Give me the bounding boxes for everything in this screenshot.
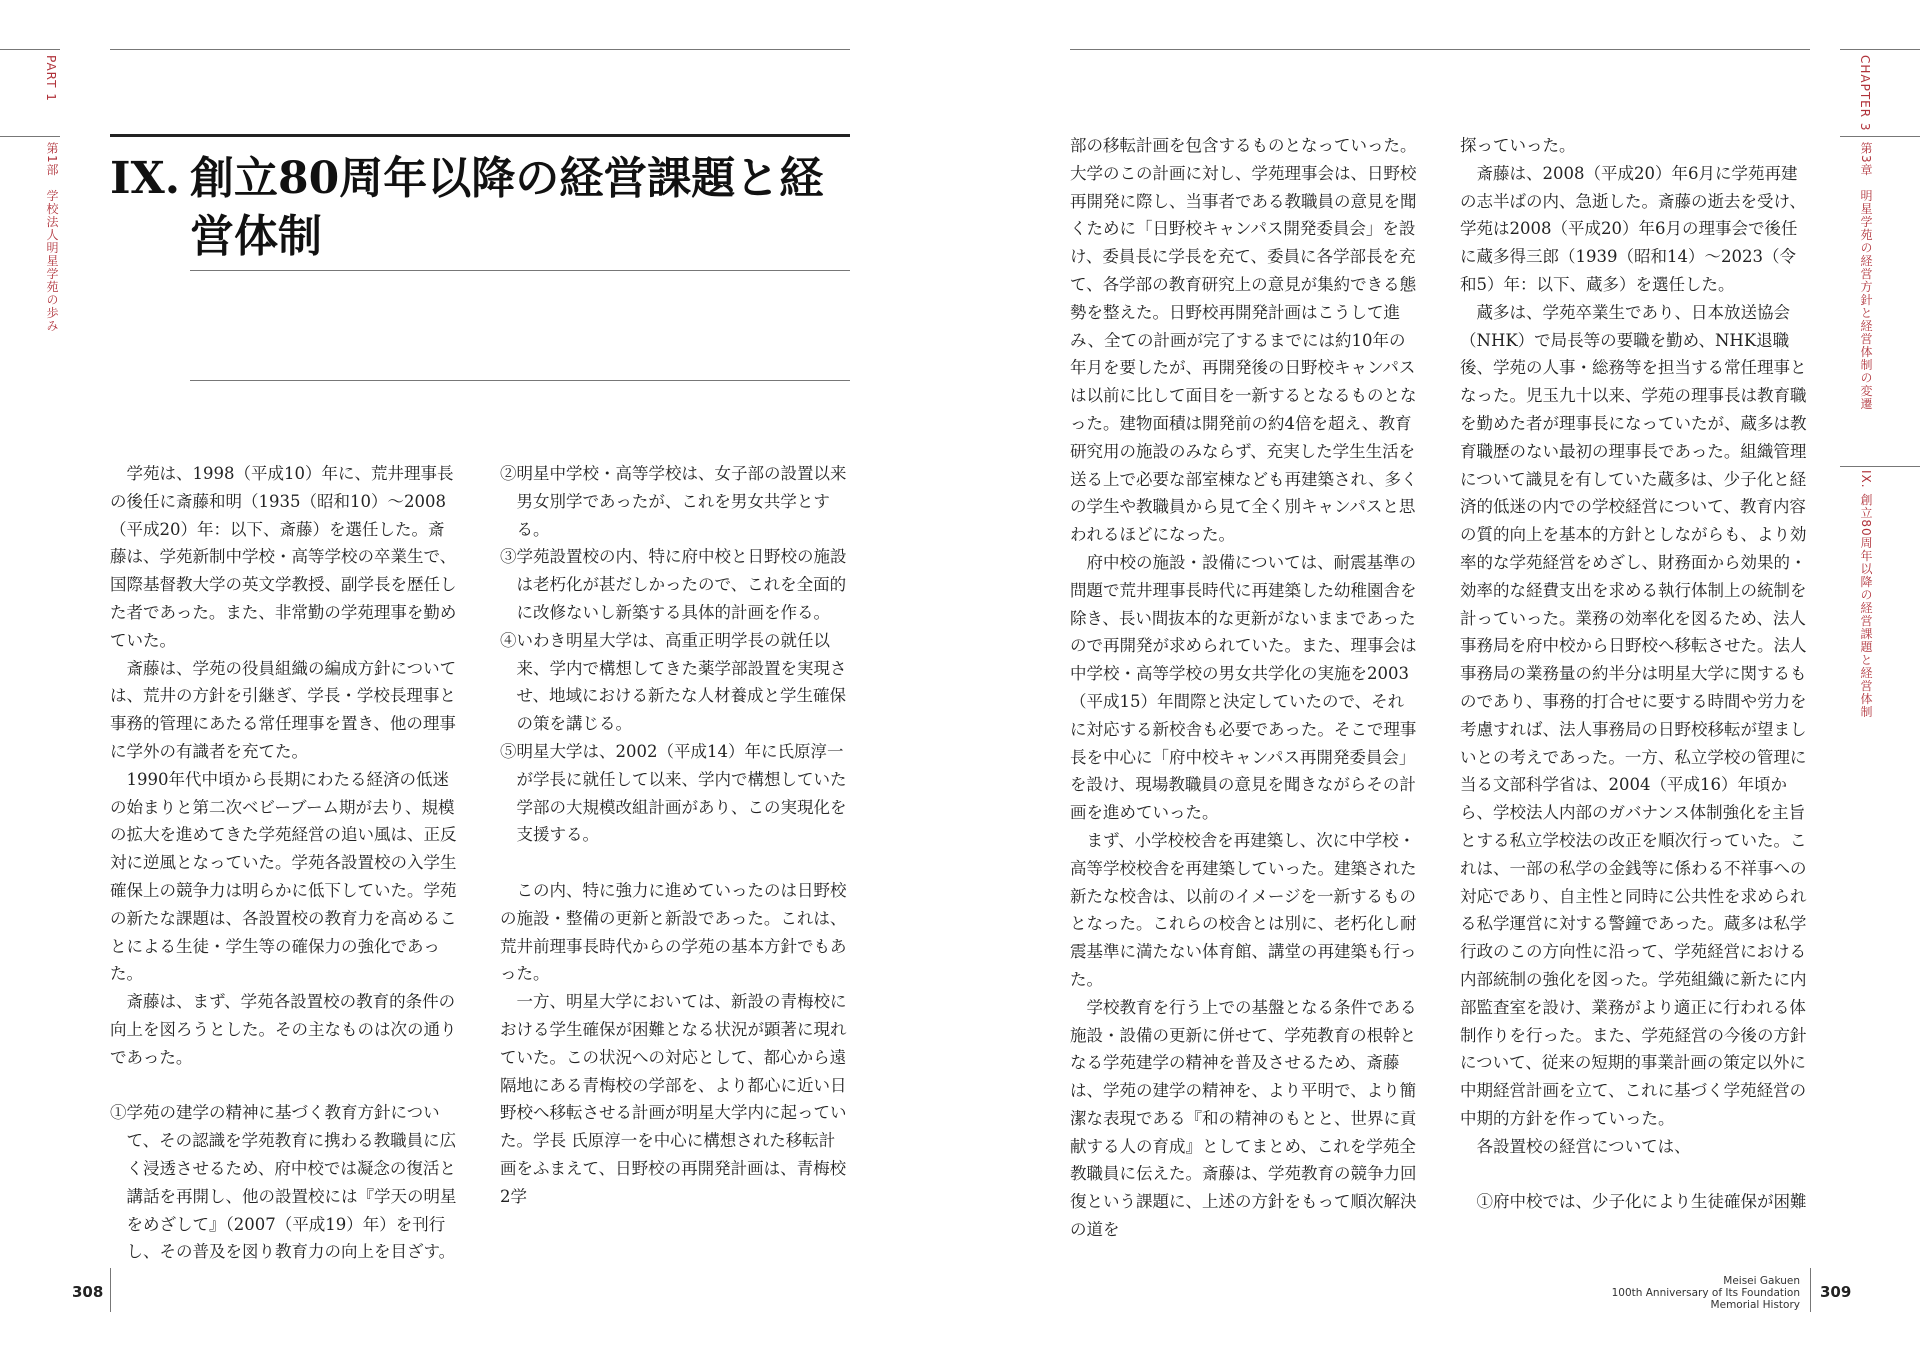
- paragraph: 部の移転計画を包含するものとなっていった。大学のこの計画に対し、学苑理事会は、日野校再開発に際し、当事者である教職員の意見を聞くために「日野校キャンパス開発委員会」を設け、委員長に学長を充て、委員に各学部長を充て、各学部の教育研究上の意見が集約できる態勢を整えた。日野校再開発計画はこうして進み、全ての計画が完了するまでには約10年の年月を要したが、再開発後の日野校キャンパスは以前に比して面目を一新するとなるものとなった。建物面積は開発前の約4倍を超え、教育研究用の施設のみならず、充実した学生生活を送る上で必要な部室棟なども再建築され、多くの学生や教職員から見て全く別キャンパスと思われるほどになった。: [1070, 136, 1418, 545]
- heading-number: IX.: [110, 153, 181, 204]
- right-margin-top-rule: [1840, 49, 1920, 50]
- right-margin-tab-rule: [1840, 466, 1920, 467]
- right-footer-divider: [1810, 1268, 1811, 1312]
- footer-line-2: 100th Anniversary of Its Foundation: [1611, 1287, 1800, 1299]
- part-label: PART 1: [44, 55, 58, 102]
- paragraph: 斎藤は、学苑の役員組織の編成方針については、荒井の方針を引継ぎ、学長・学校長理事と事務的管理にあたる常任理事を置き、他の理事に学外の有識者を充てた。: [110, 658, 457, 761]
- paragraph: 1990年代中頃から長期にわたる経済の低迷の始まりと第二次ベビーブーム期が去り、規模の拡大を進めてきた学苑経営の追い風は、正反対に逆風となっていた。学苑各設置校の入学生確保上の競争力は明らかに低下していた。学苑の新たな課題は、各設置校の教育力を高めることによる生徒・学生等の確保力の強化であった。: [110, 769, 457, 984]
- chapter-label: CHAPTER 3: [1858, 55, 1872, 132]
- text-column-4: [1460, 132, 1810, 1216]
- paragraph: まず、小学校校舎を再建築し、次に中学校・高等学校校舎を再建築していった。建築された新たな校舎は、以前のイメージを一新するものとなった。これらの校舎とは別に、老朽化し耐震基準に満たない体育館、講堂の再建築も行った。: [1070, 830, 1417, 989]
- text-column-1: [110, 460, 460, 1266]
- paragraph: 蔵多は、学苑卒業生であり、日本放送協会（NHK）で局長等の要職を勤め、NHK退職後、学苑の人事・総務等を担当する常任理事となった。児玉九十以来、学苑の理事長は教育職を勤めた者が理事長になっていたが、蔵多は教育職歴のない最初の理事長であった。組織管理について識見を有していた蔵多は、少子化と経済的低迷の内での学校経営について、教育内容の質的向上を基本的方針としながらも、より効率的な学苑経営をめざし、財務面から効果的・効率的な経費支出を求める執行体制上の統制を計っていった。業務の効率化を図るため、法人事務局を府中校から日野校へ移転させた。法人事務局の業務量の約半分は明星大学に関するものであり、事務的打合せに要する時間や労力を考慮すれば、法人事務局の日野校移転が望ましいとの考えであった。一方、私立学校の管理に当る文部科学省は、2004（平成16）年頃から、学校法人内部のガバナンス体制強化を主旨とする私立学校法の改正を順次行っていた。これは、一部の私学の金銭等に係わる不祥事への対応であり、自主性と同時に公共性を求められる私学運営に対する警鐘であった。蔵多は私学行政のこの方向性に沿って、学苑経営における内部統制の強化を図った。学苑組織に新たに内部監査室を設け、業務がより適正に行われる体制作りを行った。また、学苑経営の今後の方針について、従来の短期的事業計画の策定以外に中期経営計画を立て、これに基づく学苑経営の中期的方針を作っていった。: [1460, 302, 1807, 1128]
- heading-text: 創立80周年以降の経営課題と経営体制: [190, 153, 824, 262]
- section-label: 第1部 学校法人明星学苑の歩み: [45, 142, 59, 333]
- paragraph: 一方、明星大学においては、新設の青梅校における学生確保が困難となる状況が顕著に現れていた。この状況への対応として、都心から遠隔地にある青梅校の学部を、より都心に近い日野校へ移転させる計画が明星大学内に起っていた。学長 氏原淳一を中心に構想された移転計画をふまえて、日野校の再開発計画は、青梅校2学: [500, 992, 847, 1206]
- list-item: ②明星中学校・高等学校は、女子部の設置以来男女別学であったが、これを男女共学とする。: [500, 464, 847, 539]
- footer-line-3: Memorial History: [1710, 1299, 1800, 1311]
- spacer: [1460, 1160, 1810, 1188]
- heading-lower-rule: [190, 380, 850, 381]
- list-item: ④いわき明星大学は、高重正明学長の就任以来、学内で構想してきた薬学部設置を実現させ、地域における新たな人材養成と学生確保の策を講じる。: [500, 630, 847, 734]
- list-item: ③学苑設置校の内、特に府中校と日野校の施設は老朽化が甚だしかったので、これを全面的に改修ないし新築する具体的計画を作る。: [500, 547, 847, 622]
- spacer: [500, 849, 850, 877]
- paragraph: ①府中校では、少子化により生徒確保が困難: [1476, 1192, 1807, 1212]
- heading-top-rule: [110, 134, 850, 137]
- left-margin-top-rule: [0, 49, 60, 50]
- left-header-rule: [110, 49, 850, 50]
- paragraph: 各設置校の経営については、: [1476, 1136, 1691, 1156]
- chapter-title: 第3章 明星学苑の経営方針と経営体制の変遷: [1859, 142, 1873, 411]
- footer-line-1: Meisei Gakuen: [1723, 1275, 1800, 1287]
- left-footer-divider: [110, 1268, 111, 1312]
- left-page-number: 308: [72, 1283, 104, 1301]
- section-tab: IX. 創立80周年以降の経営課題と経営体制: [1859, 470, 1873, 719]
- paragraph: 探っていった。: [1460, 136, 1576, 155]
- paragraph: この内、特に強力に進めていったのは日野校の施設・整備の更新と新設であった。これは、荒井前理事長時代からの学苑の基本方針でもあった。: [500, 880, 847, 984]
- text-column-2: [500, 460, 850, 1211]
- right-page-number: 309: [1820, 1283, 1852, 1301]
- paragraph: 斎藤は、まず、学苑各設置校の教育的条件の向上を図ろうとした。その主なものは次の通りであった。: [110, 992, 457, 1067]
- paragraph: 学苑は、1998（平成10）年に、荒井理事長の後任に斎藤和明（1935（昭和10）～2008（平成20）年：以下、斎藤）を選任した。斎藤は、学苑新制中学校・高等学校の卒業生で、国際基督教大学の英文学教授、副学長を歴任した者であった。また、非常勤の学苑理事を勤めていた。: [110, 464, 457, 650]
- paragraph: 学校教育を行う上での基盤となる条件である施設・設備の更新に併せて、学苑教育の根幹となる学苑建学の精神を普及させるため、斎藤は、学苑の建学の精神を、より平明で、より簡潔な表現である『和の精神のもとと、世界に貢献する人の育成』としてまとめ、これを学苑全教職員に伝えた。斎藤は、学苑教育の競争力回復という課題に、上述の方針をもって順次解決の道を: [1070, 997, 1417, 1240]
- book-footer: [1570, 1275, 1800, 1311]
- paragraph: 府中校の施設・設備については、耐震基準の問題で荒井理事長時代に再建築した幼稚園舎を除き、長い間抜本的な更新がないままであったので再開発が求められていた。また、理事会は中学校・高等学校の男女共学化の実施を2003（平成15）年間際と決定していたので、それに対応する新校舎も必要であった。そこで理事長を中心に「府中校キャンパス再開発委員会」を設け、現場教職員の意見を聞きながらその計画を進めていった。: [1070, 552, 1417, 823]
- right-header-rule: [1070, 49, 1810, 50]
- list-item: ①学苑の建学の精神に基づく教育方針について、その認識を学苑教育に携わる教職員に広く浸透させるため、府中校では凝念の復活と講話を再開し、他の設置校には『学天の明星をめざして』（2007（平成19）年）を刊行し、その普及を図り教育力の向上を目ざす。: [110, 1103, 457, 1262]
- spacer: [110, 1072, 460, 1100]
- list-item: ⑤明星大学は、2002（平成14）年に氏原淳一が学長に就任して以来、学内で構想していた学部の大規模改組計画があり、この実現化を支援する。: [500, 741, 847, 845]
- heading-bottom-rule: [190, 270, 850, 271]
- paragraph: 斎藤は、2008（平成20）年6月に学苑再建の志半ばの内、急逝した。斎藤の逝去を受け、学苑は2008（平成20）年6月の理事会で後任に蔵多得三郎（1939（昭和14）～2023（令和5）年：以下、蔵多）を選任した。: [1460, 163, 1806, 294]
- text-column-3: [1070, 132, 1420, 1244]
- left-margin-mid-rule: [0, 136, 60, 137]
- right-margin-mid-rule: [1840, 136, 1920, 137]
